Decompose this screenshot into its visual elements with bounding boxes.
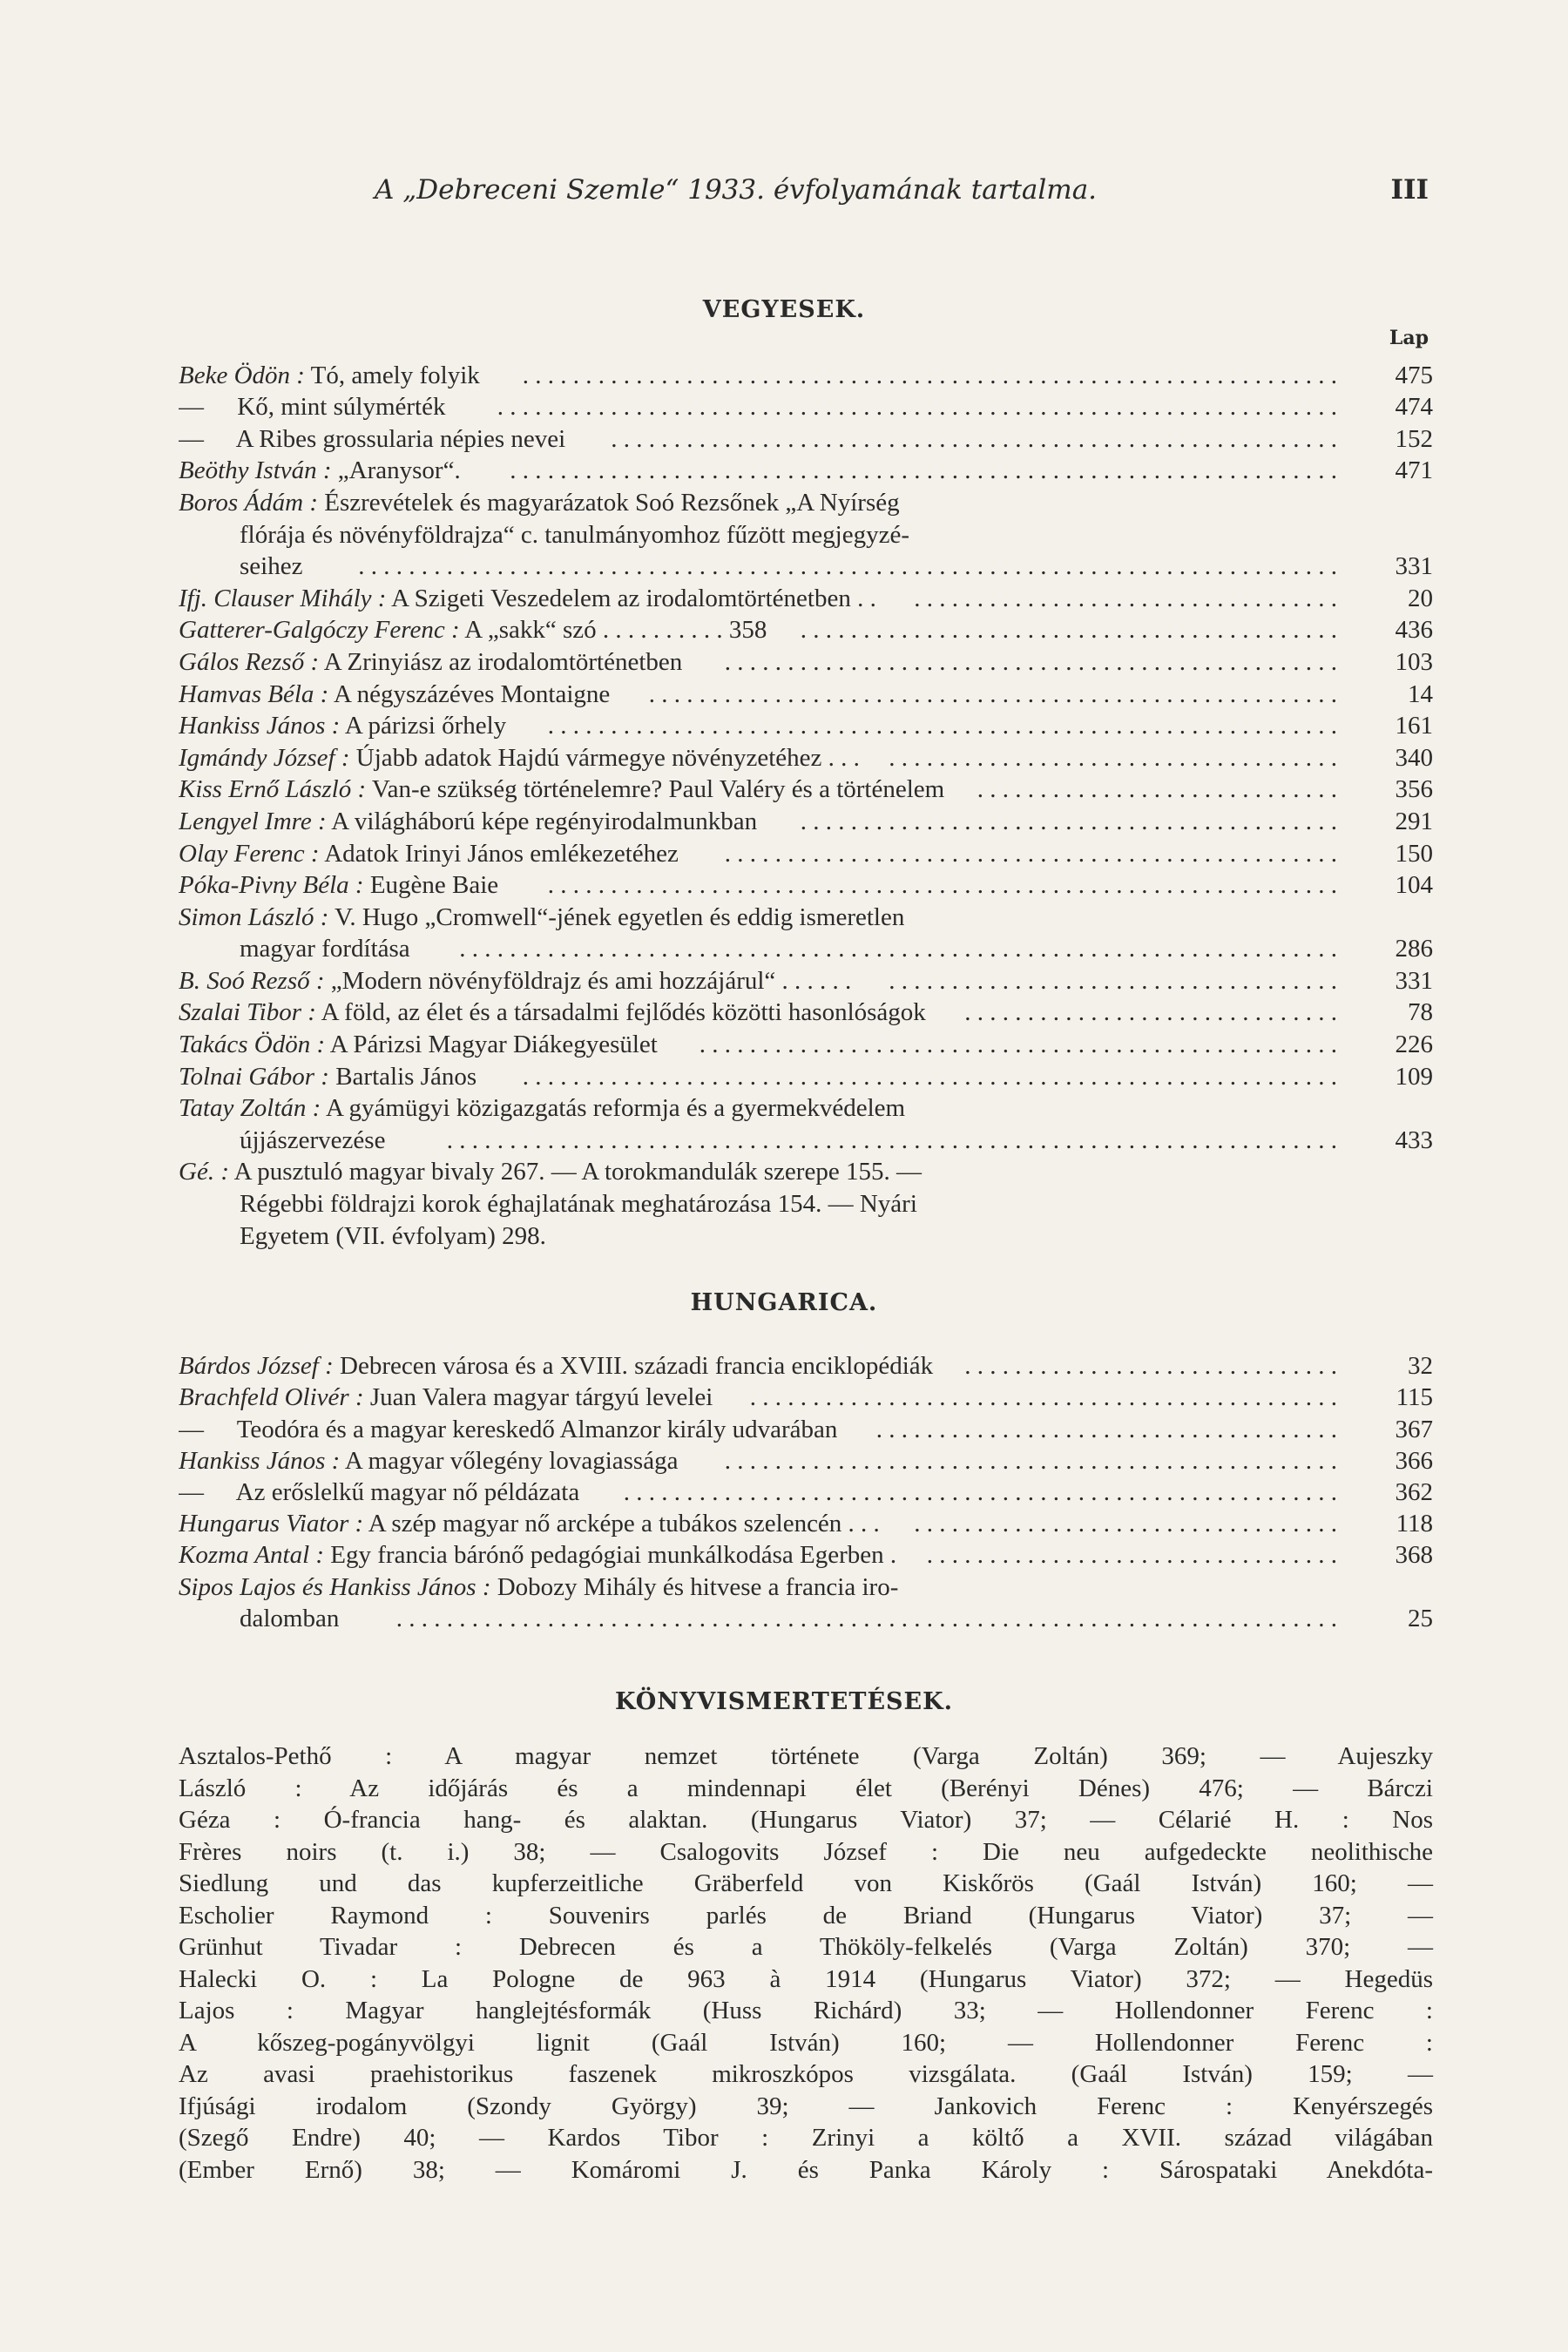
entry-title: A pusztuló magyar bivaly 267. — A torokmandulák szerepe 155. — <box>233 1158 922 1186</box>
leader-dots: . . . . . . . . . . . . . . . . . . . . . . . . . . . . . . . . . . . . . . . . . . . . . . . . . <box>724 647 1337 676</box>
leader-dots: . . . . . . . . . . . . . . . . . . . . . . . . . . . . . . . . . . <box>914 1510 1337 1538</box>
toc-entry <box>179 1156 1433 1188</box>
entry-author: Sipos Lajos és Hankiss János : <box>179 1572 491 1601</box>
entry-title: Tó, amely folyik <box>310 361 480 389</box>
entry-title: A Zrinyiász az irodalomtörténetben <box>323 647 683 676</box>
page-number: III <box>1390 174 1429 206</box>
entry-title: újjászervezése <box>240 1125 386 1154</box>
entry-author: — <box>179 393 204 422</box>
entry-title: Kő, mint súlymérték <box>237 393 446 422</box>
entry-page: 367 <box>1395 1415 1433 1443</box>
entry-author: Gálos Rezső : <box>179 647 320 676</box>
toc-entry <box>179 1124 1433 1156</box>
entry-author: Beöthy István : <box>179 456 332 485</box>
toc-entry <box>179 422 1433 455</box>
toc-entry <box>179 582 1433 614</box>
entry-page: 115 <box>1396 1383 1433 1412</box>
toc-entry <box>179 901 1433 933</box>
toc-entry <box>179 1060 1433 1092</box>
leader-dots: . . . . . . . . . . . . . . . . . . . . . . . . . . . . . . . . . . <box>914 584 1337 612</box>
leader-dots: . . . . . . . . . . . . . . . . . . . . . . . . . . . . . . . . . . . . . . . . . . . . . . . . . . . . . . . . . . . . . . . . . . . . . . . <box>446 1125 1337 1154</box>
entry-page: 152 <box>1395 424 1433 453</box>
entry-page: 161 <box>1395 712 1433 740</box>
review-line: Lajos : Magyar hanglejtésformák (Huss Richárd) 33; — Hollendonner Ferenc : <box>179 1997 1433 2024</box>
leader-dots: . . . . . . . . . . . . . . . . . . . . . . . . . . . . . . . . . . . . . . . . . . . . . . . . . <box>724 1446 1337 1475</box>
entry-author: Igmándy József : <box>179 743 350 772</box>
section-title-vegyesek: VEGYESEK. <box>702 296 866 323</box>
entry-title: Az erőslelkű magyar nő példázata <box>235 1477 580 1506</box>
entry-author: Kozma Antal : <box>179 1541 325 1570</box>
entry-page: 20 <box>1408 584 1433 612</box>
entry-author: B. Soó Rezső : <box>179 966 325 995</box>
entry-title: A párizsi őrhely <box>344 712 507 740</box>
toc-entry <box>179 869 1433 902</box>
entry-author: Lengyel Imre : <box>179 807 327 835</box>
toc-entry <box>179 1413 1433 1444</box>
entry-page: 14 <box>1408 679 1433 708</box>
entry-title: seihez <box>240 552 303 581</box>
toc-hungarica <box>179 1350 1433 1634</box>
toc-entry <box>179 1028 1433 1060</box>
leader-dots: . . . . . . . . . . . . . . . . . . . . . . . . . . . . . . . . . . . . . . . . . . . . . . . . . . . . . . . . . <box>623 1477 1337 1506</box>
review-line: Escholier Raymond : Souvenirs parlés de Briand (Hungarus Viator) 37; — <box>179 1901 1433 1930</box>
entry-author: Tolnai Gábor : <box>179 1062 329 1091</box>
running-header <box>375 174 1429 209</box>
leader-dots: . . . . . . . . . . . . . . . . . . . . . . . . . . . . . . . . . . . . <box>889 966 1337 995</box>
toc-entry <box>179 678 1433 710</box>
toc-entry <box>179 455 1433 487</box>
leader-dots: . . . . . . . . . . . . . . . . . . . . . . . . . . . . . . . . . . . . . . . . . . . . . . . . . . . <box>699 1031 1337 1059</box>
leader-dots: . . . . . . . . . . . . . . . . . . . . . . . . . . . . . . . . . . . . . . . . . . . . . . . . . . . . . . . . . . . . . . . <box>547 712 1337 740</box>
entry-author: Olay Ferenc : <box>179 839 320 868</box>
entry-title: magyar fordítása <box>240 935 410 963</box>
review-line: Ifjúsági irodalom (Szondy György) 39; — Jankovich Ferenc : Kenyérszegés <box>179 2092 1433 2120</box>
entry-title: Adatok Irinyi János emlékezetéhez <box>324 839 679 868</box>
entry-title: A föld, az élet és a társadalmi fejlődés közötti hasonlóságok <box>321 998 926 1027</box>
toc-entry <box>179 1477 1433 1508</box>
entry-title: Egy francia bárónő pedagógiai munkálkodása Egerben . <box>330 1541 897 1570</box>
entry-page: 368 <box>1395 1541 1433 1570</box>
entry-title: Régebbi földrajzi korok éghajlatának meghatározása 154. — Nyári <box>240 1190 917 1219</box>
toc-entry <box>179 1350 1433 1382</box>
leader-dots: . . . . . . . . . . . . . . . . . . . . . . . . . . . . . . . . . . . . . . . . . . . <box>800 807 1337 835</box>
entry-author: Kiss Ernő László : <box>179 775 367 804</box>
toc-entry <box>179 805 1433 837</box>
toc-entry <box>179 391 1433 423</box>
leader-dots: . . . . . . . . . . . . . . . . . . . . . . . . . . . . . . . . . . . . . . . . . . . . . . . . . <box>724 839 1337 868</box>
leader-dots: . . . . . . . . . . . . . . . . . . . . . . . . . . . . . . . . . . . . . . . . . . . . . . . . . . . . . . . . . . <box>611 424 1337 453</box>
toc-entry <box>179 518 1433 551</box>
entry-title: Juan Valera magyar tárgyú levelei <box>369 1383 713 1412</box>
leader-dots: . . . . . . . . . . . . . . . . . . . . . . . . . . . . . . . . . . . . . . . . . . . . . . . <box>749 1383 1337 1412</box>
entry-page: 356 <box>1395 775 1433 804</box>
entry-title: A magyar vőlegény lovagiassága <box>344 1446 679 1475</box>
review-line: (Ember Ernő) 38; — Komáromi J. és Panka Károly : Sárospataki Anekdóta- <box>179 2155 1433 2184</box>
entry-title: A Ribes grossularia népies nevei <box>235 424 566 453</box>
entry-page: 286 <box>1395 935 1433 963</box>
entry-title: Észrevételek és magyarázatok Soó Rezsőnek „A Nyírség <box>324 488 900 517</box>
entry-title: V. Hugo „Cromwell“-jének egyetlen és eddig ismeretlen <box>335 902 905 931</box>
entry-title: Egyetem (VII. évfolyam) 298. <box>240 1221 546 1250</box>
toc-entry <box>179 933 1433 965</box>
entry-author: Simon László : <box>179 902 329 931</box>
review-line: Siedlung und das kupferzeitliche Gräberfeld von Kiskőrös (Gaál István) 160; — <box>179 1869 1433 1897</box>
review-line: Halecki O. : La Pologne de 963 à 1914 (Hungarus Viator) 372; — Hegedüs <box>179 1964 1433 1993</box>
entry-author: — <box>179 1415 204 1443</box>
toc-entry <box>179 1603 1433 1634</box>
toc-entry <box>179 1508 1433 1539</box>
entry-title: „Modern növényföldrajz és ami hozzájárul“ . . . . . . <box>330 966 852 995</box>
toc-entry <box>179 1187 1433 1220</box>
entry-author: Gatterer-Galgóczy Ferenc : <box>179 616 460 645</box>
entry-title: A négyszázéves Montaigne <box>334 679 611 708</box>
toc-entry <box>179 837 1433 869</box>
leader-dots: . . . . . . . . . . . . . . . . . . . . . . . . . . . . . . . . . . . . . . . . . . . . . . . . . . . . . . . . . . . . . . . . . . . . . . . . . . . <box>395 1604 1337 1632</box>
toc-entry <box>179 551 1433 583</box>
toc-entry <box>179 614 1433 646</box>
entry-title: Bartalis János <box>335 1062 477 1091</box>
entry-page: 475 <box>1395 361 1433 389</box>
review-line: Asztalos-Pethő : A magyar nemzet története (Varga Zoltán) 369; — Aujeszky <box>179 1742 1433 1770</box>
toc-entry <box>179 486 1433 518</box>
entry-page: 118 <box>1396 1510 1433 1538</box>
entry-page: 32 <box>1408 1352 1433 1381</box>
entry-author: Bárdos József : <box>179 1352 334 1381</box>
book-reviews <box>179 1740 1433 2186</box>
toc-entry <box>179 774 1433 806</box>
entry-title: Debrecen városa és a XVIII. századi francia enciklopédiák <box>340 1352 934 1381</box>
entry-author: Tatay Zoltán : <box>179 1094 321 1123</box>
toc-entry <box>179 645 1433 678</box>
leader-dots: . . . . . . . . . . . . . . . . . . . . . . . . . . . . . . . . . . . . . . . . . . . . . . . . . . . . . . . . . . . . . . . . . . . . . . <box>459 935 1337 963</box>
entry-title: dalomban <box>240 1604 340 1632</box>
leader-dots: . . . . . . . . . . . . . . . . . . . . . . . . . . . . . . . . . . . . <box>889 743 1337 772</box>
entry-page: 103 <box>1395 647 1433 676</box>
toc-entry <box>179 359 1433 391</box>
entry-page: 226 <box>1395 1031 1433 1059</box>
entry-title: flórája és növényföldrajza“ c. tanulmányomhoz fűzött megjegyzé- <box>240 520 909 549</box>
leader-dots: . . . . . . . . . . . . . . . . . . . . . . . . . . . . . . <box>964 998 1337 1027</box>
entry-title: A „sakk“ szó . . . . . . . . . . 358 <box>464 616 767 645</box>
toc-entry <box>179 997 1433 1029</box>
entry-page: 366 <box>1395 1446 1433 1475</box>
entry-title: Dobozy Mihály és hitvese a francia iro- <box>497 1572 899 1601</box>
entry-title: A világháború képe regényirodalmunkban <box>331 807 758 835</box>
entry-page: 109 <box>1395 1062 1433 1091</box>
section-title-hungarica: HUNGARICA. <box>690 1289 878 1316</box>
leader-dots: . . . . . . . . . . . . . . . . . . . . . . . . . . . . . . . . . . . . . . . . . . . . . . . . . . . . . . . <box>648 679 1337 708</box>
entry-author: — <box>179 1477 204 1506</box>
entry-page: 362 <box>1395 1477 1433 1506</box>
entry-author: Boros Ádám : <box>179 488 319 517</box>
entry-title: Teodóra és a magyar kereskedő Almanzor király udvarában <box>236 1415 838 1443</box>
toc-entry <box>179 710 1433 742</box>
leader-dots: . . . . . . . . . . . . . . . . . . . . . . . . . . . . . . . . . . . . . . . . . . . <box>800 616 1337 645</box>
review-line: Frères noirs (t. i.) 38; — Csalogovits József : Die neu aufgedeckte neolithische <box>179 1837 1433 1866</box>
entry-title: A Szigeti Veszedelem az irodalomtörténetben . . <box>391 584 876 612</box>
entry-page: 25 <box>1408 1604 1433 1632</box>
entry-page: 150 <box>1395 839 1433 868</box>
entry-author: Ifj. Clauser Mihály : <box>179 584 387 612</box>
review-line: Géza : Ó-francia hang- és alaktan. (Hungarus Viator) 37; — Célarié H. : Nos <box>179 1806 1433 1834</box>
toc-entry <box>179 741 1433 774</box>
entry-author: Brachfeld Olivér : <box>179 1383 364 1412</box>
entry-page: 331 <box>1395 966 1433 995</box>
entry-title: Eugène Baie <box>369 871 499 900</box>
entry-title: A szép magyar nő arcképe a tubákos szelencén . . . <box>368 1510 880 1538</box>
toc-vegyesek <box>179 359 1433 1252</box>
entry-title: Újabb adatok Hajdú vármegye növényzetéhez . . . <box>355 743 860 772</box>
entry-author: Póka-Pivny Béla : <box>179 871 364 900</box>
leader-dots: . . . . . . . . . . . . . . . . . . . . . . . . . . . . . . . . . . . . . . . . . . . . . . . . . . . . . . . . . . . . . . . . . . . . . . . . . . . . . . <box>358 552 1337 581</box>
page-column-header: Lap <box>1389 327 1429 349</box>
review-line: Grünhut Tivadar : Debrecen és a Thököly-felkelés (Varga Zoltán) 370; — <box>179 1933 1433 1961</box>
entry-page: 433 <box>1395 1125 1433 1154</box>
entry-author: Beke Ödön : <box>179 361 305 389</box>
entry-page: 104 <box>1395 871 1433 900</box>
toc-entry <box>179 1571 1433 1602</box>
entry-page: 340 <box>1395 743 1433 772</box>
entry-page: 78 <box>1408 998 1433 1027</box>
entry-author: Hankiss János : <box>179 712 341 740</box>
entry-page: 471 <box>1395 456 1433 485</box>
review-line: László : Az időjárás és a mindennapi élet (Berényi Dénes) 476; — Bárczi <box>179 1774 1433 1802</box>
entry-author: Hamvas Béla : <box>179 679 329 708</box>
entry-page: 436 <box>1395 616 1433 645</box>
review-line: Az avasi praehistorikus faszenek mikroszkópos vizsgálata. (Gaál István) 159; — <box>179 2060 1433 2088</box>
entry-title: A Párizsi Magyar Diákegyesület <box>329 1031 658 1059</box>
leader-dots: . . . . . . . . . . . . . . . . . . . . . . . . . . . . . . <box>964 1352 1337 1381</box>
entry-author: Hungarus Viator : <box>179 1510 364 1538</box>
leader-dots: . . . . . . . . . . . . . . . . . . . . . . . . . . . . . . . . . <box>926 1541 1337 1570</box>
section-title-konyvismertetesek: KÖNYVISMERTETÉSEK. <box>614 1688 953 1715</box>
entry-title: A gyámügyi közigazgatás reformja és a gyermekvédelem <box>325 1094 906 1123</box>
toc-entry <box>179 1092 1433 1125</box>
entry-author: Takács Ödön : <box>179 1031 326 1059</box>
toc-entry <box>179 1539 1433 1571</box>
toc-entry <box>179 1445 1433 1477</box>
entry-page: 474 <box>1395 393 1433 422</box>
review-line: A kőszeg-pogányvölgyi lignit (Gaál István) 160; — Hollendonner Ferenc : <box>179 2028 1433 2057</box>
leader-dots: . . . . . . . . . . . . . . . . . . . . . . . . . . . . . . . . . . . . . . . . . . . . . . . . . . . . . . . . . . . . . . . . . . <box>510 456 1337 485</box>
entry-title: Van-e szükség történelemre? Paul Valéry és a történelem <box>371 775 945 804</box>
leader-dots: . . . . . . . . . . . . . . . . . . . . . . . . . . . . . . . . . . . . . . . . . . . . . . . . . . . . . . . . . . . . . . . <box>547 871 1337 900</box>
leader-dots: . . . . . . . . . . . . . . . . . . . . . . . . . . . . . <box>977 775 1337 804</box>
entry-page: 291 <box>1395 807 1433 835</box>
leader-dots: . . . . . . . . . . . . . . . . . . . . . . . . . . . . . . . . . . . . . . . . . . . . . . . . . . . . . . . . . . . . . . . . . <box>522 1062 1337 1091</box>
entry-author: Hankiss János : <box>179 1446 341 1475</box>
entry-title: „Aranysor“. <box>337 456 461 485</box>
entry-author: — <box>179 424 204 453</box>
leader-dots: . . . . . . . . . . . . . . . . . . . . . . . . . . . . . . . . . . . . . . . . . . . . . . . . . . . . . . . . . . . . . . . . . . . <box>497 393 1337 422</box>
entry-author: Gé. : <box>179 1158 229 1186</box>
leader-dots: . . . . . . . . . . . . . . . . . . . . . . . . . . . . . . . . . . . . . <box>875 1415 1337 1443</box>
entry-page: 331 <box>1395 552 1433 581</box>
review-line: (Szegő Endre) 40; — Kardos Tibor : Zrinyi a költő a XVII. század világában <box>179 2124 1433 2152</box>
toc-entry <box>179 1382 1433 1413</box>
entry-author: Szalai Tibor : <box>179 998 316 1027</box>
toc-entry <box>179 1220 1433 1252</box>
leader-dots: . . . . . . . . . . . . . . . . . . . . . . . . . . . . . . . . . . . . . . . . . . . . . . . . . . . . . . . . . . . . . . . . . <box>522 361 1337 389</box>
toc-entry <box>179 964 1433 997</box>
header-title: A „Debreceni Szemle“ 1933. évfolyamának tartalma. <box>375 174 1098 206</box>
